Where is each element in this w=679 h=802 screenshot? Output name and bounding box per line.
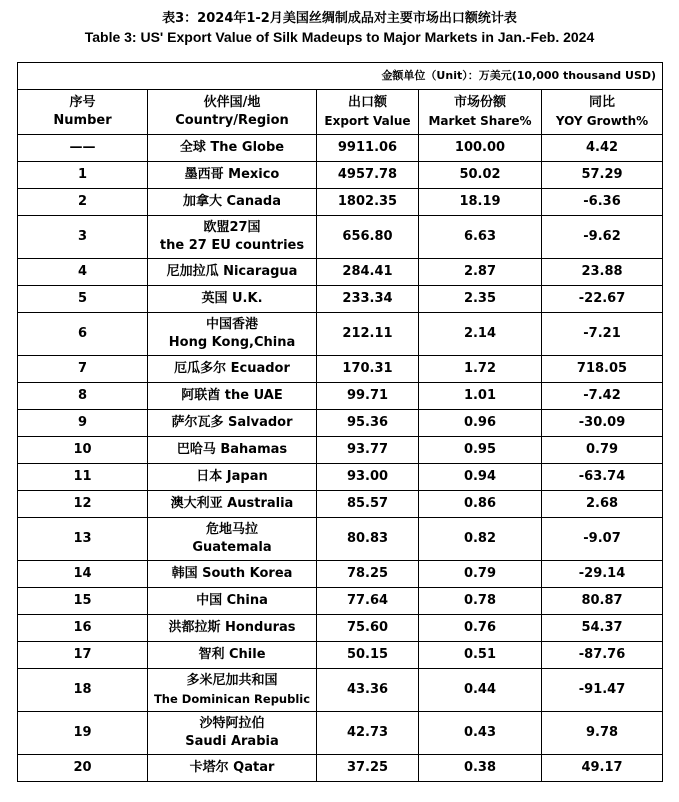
row-country-cell: 日本 Japan xyxy=(148,464,317,491)
unit-label: 金额单位（Unit）：万美元(10,000 thousand USD) xyxy=(18,63,663,90)
table-row xyxy=(18,216,663,259)
header-number-en: Number xyxy=(53,113,112,128)
row-country-cell: 萨尔瓦多 Salvador xyxy=(148,410,317,437)
row-export-cell: 95.36 xyxy=(317,410,419,437)
header-yoy-en: YOY Growth% xyxy=(555,114,649,128)
row-number-cell: 13 xyxy=(18,518,148,561)
row-country-cell: 韩国 South Korea xyxy=(148,561,317,588)
row-country-cell: 厄瓜多尔 Ecuador xyxy=(148,356,317,383)
row-country-cell: 洪都拉斯 Honduras xyxy=(148,615,317,642)
table-row xyxy=(18,162,663,189)
header-share-en: Market Share% xyxy=(428,114,532,128)
row-export-cell: 212.11 xyxy=(317,313,419,356)
row-export-cell: 170.31 xyxy=(317,356,419,383)
row-country-cell: 英国 U.K. xyxy=(148,286,317,313)
header-share xyxy=(419,90,542,135)
row-country-cell xyxy=(148,712,317,755)
row-share-cell: 6.63 xyxy=(419,216,542,259)
row-yoy-cell: 2.68 xyxy=(542,491,663,518)
row-country-cell xyxy=(148,313,317,356)
row-number-cell: 3 xyxy=(18,216,148,259)
header-country xyxy=(148,90,317,135)
row-share-cell: 2.14 xyxy=(419,313,542,356)
table-row xyxy=(18,491,663,518)
header-yoy xyxy=(542,90,663,135)
unit-row xyxy=(18,63,663,90)
row-yoy-cell: 54.37 xyxy=(542,615,663,642)
row-export-cell: 284.41 xyxy=(317,259,419,286)
header-number-cn: 序号 xyxy=(69,95,96,110)
row-country-cell: 智利 Chile xyxy=(148,642,317,669)
table-row xyxy=(18,286,663,313)
row-yoy-cell: -7.42 xyxy=(542,383,663,410)
row-country-cell: 巴哈马 Bahamas xyxy=(148,437,317,464)
row-yoy-cell: -91.47 xyxy=(542,669,663,712)
row-share-cell: 0.86 xyxy=(419,491,542,518)
row-share-cell: 1.01 xyxy=(419,383,542,410)
row-share-cell: 0.96 xyxy=(419,410,542,437)
row-number-cell: 6 xyxy=(18,313,148,356)
row-share-cell: 0.79 xyxy=(419,561,542,588)
row-number-cell: 19 xyxy=(18,712,148,755)
row-export-cell: 77.64 xyxy=(317,588,419,615)
row-yoy-cell: 9.78 xyxy=(542,712,663,755)
row-export-cell: 42.73 xyxy=(317,712,419,755)
row-share-cell: 0.78 xyxy=(419,588,542,615)
row-yoy-cell: -6.36 xyxy=(542,189,663,216)
table-row xyxy=(18,712,663,755)
header-country-cn: 伙伴国/地 xyxy=(203,95,261,110)
header-export xyxy=(317,90,419,135)
row-yoy-cell: 718.05 xyxy=(542,356,663,383)
row-country-cell: 加拿大 Canada xyxy=(148,189,317,216)
row-country-en: Saudi Arabia xyxy=(185,734,279,749)
row-export-cell: 80.83 xyxy=(317,518,419,561)
row-export-cell: 78.25 xyxy=(317,561,419,588)
row-yoy-cell: 0.79 xyxy=(542,437,663,464)
table-row xyxy=(18,437,663,464)
table-row xyxy=(18,615,663,642)
header-row xyxy=(18,90,663,135)
row-yoy-cell: -9.62 xyxy=(542,216,663,259)
row-number-cell: 16 xyxy=(18,615,148,642)
row-country-cell: 中国 China xyxy=(148,588,317,615)
table-title-chinese: 表3：2024年1-2月美国丝绸制成品对主要市场出口额统计表 xyxy=(162,11,517,26)
row-share-cell: 1.72 xyxy=(419,356,542,383)
table-row xyxy=(18,259,663,286)
row-export-cell: 43.36 xyxy=(317,669,419,712)
row-share-cell: 18.19 xyxy=(419,189,542,216)
row-country-cell: 阿联酋 the UAE xyxy=(148,383,317,410)
row-country-cn: 危地马拉 xyxy=(205,522,258,537)
header-number xyxy=(18,90,148,135)
row-yoy-cell: -9.07 xyxy=(542,518,663,561)
row-yoy-cell: 23.88 xyxy=(542,259,663,286)
table-title-english: Table 3: US' Export Value of Silk Madeups to Major Markets in Jan.-Feb. 2024 xyxy=(84,29,595,45)
row-country-cn: 沙特阿拉伯 xyxy=(199,716,265,731)
table-row xyxy=(18,313,663,356)
table-row xyxy=(18,410,663,437)
row-export-cell: 37.25 xyxy=(317,755,419,782)
row-export-cell: 233.34 xyxy=(317,286,419,313)
row-yoy-cell: 49.17 xyxy=(542,755,663,782)
row-yoy-cell: 80.87 xyxy=(542,588,663,615)
table-row xyxy=(18,383,663,410)
row-share-cell: 100.00 xyxy=(419,135,542,162)
row-number-cell: 14 xyxy=(18,561,148,588)
row-export-cell: 99.71 xyxy=(317,383,419,410)
row-number-cell: 7 xyxy=(18,356,148,383)
row-share-cell: 0.51 xyxy=(419,642,542,669)
row-number-cell: 20 xyxy=(18,755,148,782)
row-country-en: Guatemala xyxy=(192,540,272,555)
row-yoy-cell: 4.42 xyxy=(542,135,663,162)
header-yoy-cn: 同比 xyxy=(589,95,616,110)
row-share-cell: 0.44 xyxy=(419,669,542,712)
row-country-cell: 卡塔尔 Qatar xyxy=(148,755,317,782)
header-country-en: Country/Region xyxy=(175,113,289,128)
row-country-cell xyxy=(148,669,317,712)
row-number-cell: 8 xyxy=(18,383,148,410)
row-number-cell: 10 xyxy=(18,437,148,464)
row-country-en: the 27 EU countries xyxy=(159,238,305,253)
row-country-cell: 全球 The Globe xyxy=(148,135,317,162)
row-export-cell: 85.57 xyxy=(317,491,419,518)
row-yoy-cell: -29.14 xyxy=(542,561,663,588)
row-share-cell: 0.43 xyxy=(419,712,542,755)
row-yoy-cell: -22.67 xyxy=(542,286,663,313)
row-country-cn: 欧盟27国 xyxy=(203,220,261,235)
row-share-cell: 0.76 xyxy=(419,615,542,642)
row-number-cell: —— xyxy=(18,135,148,162)
table-row xyxy=(18,464,663,491)
row-share-cell: 0.95 xyxy=(419,437,542,464)
row-number-cell: 2 xyxy=(18,189,148,216)
row-country-en: Hong Kong,China xyxy=(168,335,296,350)
table-row xyxy=(18,518,663,561)
row-country-cell xyxy=(148,216,317,259)
row-country-en: The Dominican Republic xyxy=(153,692,311,706)
row-number-cell: 18 xyxy=(18,669,148,712)
row-share-cell: 2.35 xyxy=(419,286,542,313)
table-row xyxy=(18,755,663,782)
row-number-cell: 15 xyxy=(18,588,148,615)
table-row xyxy=(18,135,663,162)
table-row xyxy=(18,588,663,615)
row-yoy-cell: -30.09 xyxy=(542,410,663,437)
table-row xyxy=(18,642,663,669)
row-number-cell: 1 xyxy=(18,162,148,189)
row-export-cell: 656.80 xyxy=(317,216,419,259)
header-export-cn: 出口额 xyxy=(347,95,387,110)
table-row xyxy=(18,561,663,588)
row-share-cell: 0.38 xyxy=(419,755,542,782)
row-export-cell: 4957.78 xyxy=(317,162,419,189)
row-number-cell: 4 xyxy=(18,259,148,286)
row-country-cn: 多米尼加共和国 xyxy=(186,673,278,688)
row-export-cell: 9911.06 xyxy=(317,135,419,162)
row-share-cell: 0.94 xyxy=(419,464,542,491)
row-yoy-cell: -87.76 xyxy=(542,642,663,669)
header-share-cn: 市场份额 xyxy=(453,95,506,110)
row-country-cn: 中国香港 xyxy=(205,317,258,332)
table-row xyxy=(18,669,663,712)
table-row xyxy=(18,189,663,216)
row-export-cell: 50.15 xyxy=(317,642,419,669)
row-number-cell: 9 xyxy=(18,410,148,437)
row-country-cell xyxy=(148,518,317,561)
row-export-cell: 93.77 xyxy=(317,437,419,464)
row-number-cell: 12 xyxy=(18,491,148,518)
row-country-cell: 尼加拉瓜 Nicaragua xyxy=(148,259,317,286)
row-share-cell: 50.02 xyxy=(419,162,542,189)
export-table xyxy=(17,62,663,782)
row-export-cell: 1802.35 xyxy=(317,189,419,216)
row-country-cell: 墨西哥 Mexico xyxy=(148,162,317,189)
row-number-cell: 5 xyxy=(18,286,148,313)
header-export-en: Export Value xyxy=(324,114,411,128)
row-share-cell: 0.82 xyxy=(419,518,542,561)
table-row xyxy=(18,356,663,383)
row-share-cell: 2.87 xyxy=(419,259,542,286)
row-export-cell: 75.60 xyxy=(317,615,419,642)
row-yoy-cell: -7.21 xyxy=(542,313,663,356)
row-export-cell: 93.00 xyxy=(317,464,419,491)
row-number-cell: 11 xyxy=(18,464,148,491)
row-number-cell: 17 xyxy=(18,642,148,669)
row-country-cell: 澳大利亚 Australia xyxy=(148,491,317,518)
row-yoy-cell: 57.29 xyxy=(542,162,663,189)
row-yoy-cell: -63.74 xyxy=(542,464,663,491)
